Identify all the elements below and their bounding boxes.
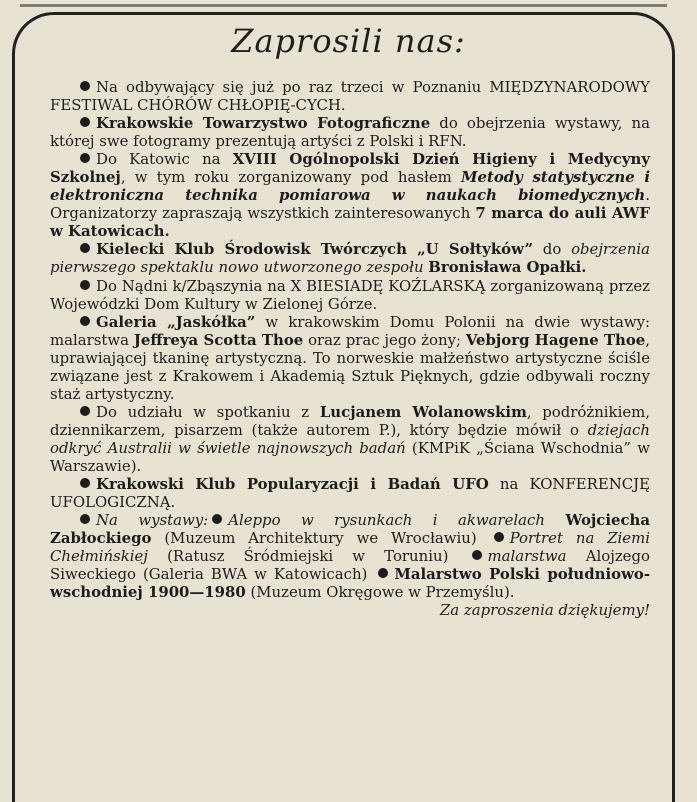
announcement-item: Do udziału w spotkaniu z Lucjanem Wolanowskim, podróżnikiem, dziennikarzem, pisarzem (także autorem P.), który będzie mówił o dziejach odkryć Australii w świetle najnowszych badań (KMPiK „Ściana Wschodnia” w Warszawie). [50,402,651,475]
bullet-icon [80,316,90,326]
bullet-icon [80,280,90,290]
announcement-list [50,78,650,619]
bullet-icon [80,117,90,127]
bullet-icon [80,243,90,253]
announcement-item: Do Katowic na XVIII Ogólnopolski Dzień Higieny i Medycyny Szkolnej, w tym roku zorganizowany pod hasłem Metody statystyczne i elektroniczna technika pomiarowa w naukach biomedycznych. Organizatorzy zapraszają wszystkich zainteresowanych 7 marca do auli AWF w Katowicach. [50,150,650,241]
bullet-icon [80,478,90,488]
announcement-item: Kielecki Klub Środowisk Twórczych „U Sołtyków” do obejrzenia pierwszego spektaklu nowo utworzonego zespołu Bronisława Opałki. [50,240,650,277]
announcement-item: Krakowski Klub Popularyzacji i Badań UFO na KONFERENCJĘ UFOLOGICZNĄ. [50,475,650,512]
announcement-item: Galeria „Jaskółka” w krakowskim Domu Polonii na dwie wystawy: malarstwa Jeffreya Scotta Thoe oraz prac jego żony; Vebjorg Hagene Thoe, uprawiającej tkaninę artystyczną. To norweskie małżeństwo artystyczne ściśle związane jest z Krakowem i Akademią Sztuk Pięknych, gdzie odbywali roczny staż artystyczny. [50,312,651,403]
page-title: Zaprosili nas: [231,22,466,60]
clipped-top-border [20,0,667,7]
bullet-icon [80,406,90,416]
bullet-icon [80,153,90,163]
announcement-item: Na odbywający się już po raz trzeci w Poznaniu MIĘDZYNARODOWY FESTIWAL CHÓRÓW CHŁOPIĘ-CYCH. [50,78,650,115]
bullet-icon [80,81,90,91]
announcement-item: Krakowskie Towarzystwo Fotograficzne do obejrzenia wystawy, na której swe fotogramy prezentują artyści z Polski i RFN. [50,114,651,151]
bullet-icon [378,568,388,578]
closing-thanks: Za zaproszenia dziękujemy! [439,601,650,620]
bullet-icon [212,514,222,524]
announcement-item: Na wystawy: Aleppo w rysunkach i akwarelach Wojciecha Zabłockiego (Muzeum Architektury we Wrocławiu) Portret na Ziemi Chełmińskiej (Ratusz Śródmiejski w Toruniu) malarstwa Alojzego Siweckiego (Galeria BWA w Katowicach) Malarstwo Polski południowo-wschodniej 1900—1980 (Muzeum Okręgowe w Przemyślu). Za zaproszenia dziękujemy! [50,511,651,620]
announcement-item: Do Nądni k/Zbąszynia na X BIESIADĘ KOŹLARSKĄ zorganizowaną przez Wojewódzki Dom Kultury w Zielonej Górze. [50,276,650,313]
bullet-icon [472,550,482,560]
bullet-icon [494,532,504,542]
bullet-icon [80,514,90,524]
